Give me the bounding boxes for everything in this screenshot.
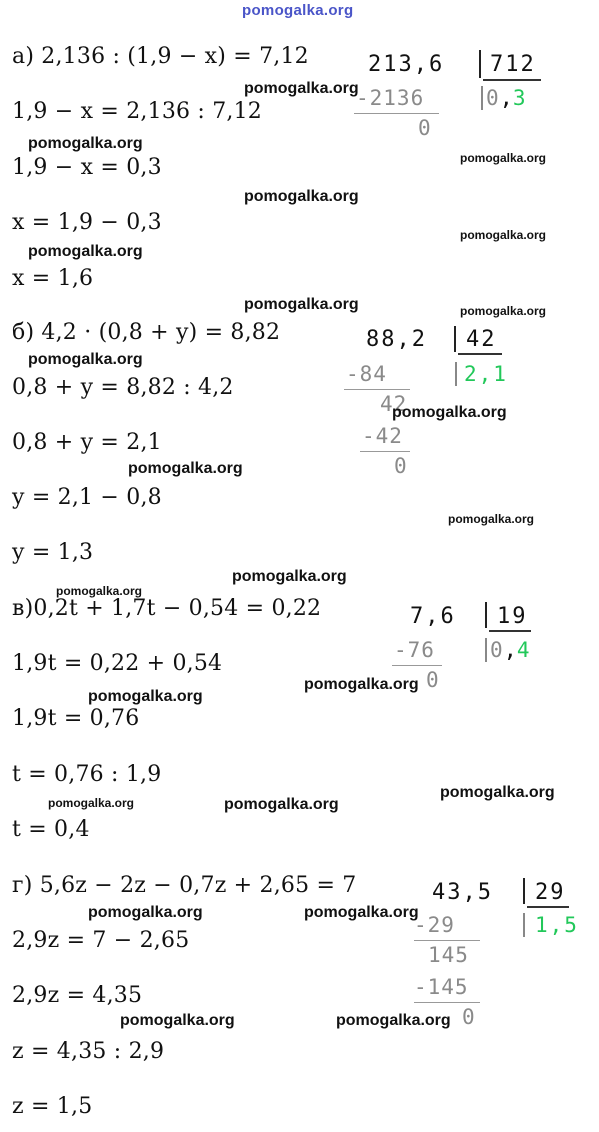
watermark: pomogalka.org (336, 1012, 451, 1029)
equation-line: г) 5,6z − 2z − 0,7z + 2,65 = 7 (12, 873, 357, 898)
divisor-underline (458, 353, 502, 355)
quotient: 1,5 (535, 913, 579, 937)
watermark: pomogalka.org (88, 904, 203, 921)
equation-line: 2,9z = 4,35 (12, 983, 143, 1008)
divisor-underline (527, 906, 569, 908)
watermark: pomogalka.org (28, 135, 143, 152)
equation-line: x = 1,6 (12, 266, 94, 291)
watermark: pomogalka.org (244, 80, 359, 97)
remainder: 145 (428, 943, 469, 967)
equation-line: 1,9t = 0,22 + 0,54 (12, 651, 223, 676)
equation-line: в)0,2t + 1,7t − 0,54 = 0,22 (12, 596, 322, 621)
watermark: pomogalka.org (128, 460, 243, 477)
subtraction-line (344, 389, 410, 390)
equation-line: z = 4,35 : 2,9 (12, 1039, 165, 1064)
subtrahend: -29 (414, 913, 455, 937)
watermark: pomogalka.org (224, 796, 339, 813)
equation-line: y = 1,3 (12, 540, 94, 565)
watermark: pomogalka.org (460, 304, 547, 318)
division-bar (485, 602, 487, 628)
divisor: 29 (535, 880, 566, 905)
remainder: 42 (380, 392, 408, 416)
quotient-comma: , (499, 86, 513, 111)
quotient-bar (481, 86, 483, 110)
equation-line: 1,9 − x = 2,136 : 7,12 (12, 99, 262, 124)
division-bar (454, 326, 456, 352)
equation-line: y = 2,1 − 0,8 (12, 485, 162, 510)
watermark: pomogalka.org (392, 404, 507, 421)
quotient-bar (455, 362, 457, 386)
equation-line: x = 1,9 − 0,3 (12, 210, 162, 235)
subtraction-line (414, 1002, 480, 1003)
divisor-underline (489, 630, 531, 632)
subtrahend: -42 (362, 424, 403, 448)
division-bar (479, 50, 481, 78)
dividend: 88,2 (366, 327, 427, 352)
equation-line: z = 1,5 (12, 1094, 93, 1119)
quotient: 2,1 (464, 362, 508, 386)
division-bar (523, 878, 525, 904)
equation-line: 0,8 + y = 2,1 (12, 430, 162, 455)
subtraction-line (392, 665, 442, 666)
watermark: pomogalka.org (88, 688, 203, 705)
watermark: pomogalka.org (120, 1012, 235, 1029)
remainder: 0 (462, 1005, 476, 1029)
equation-line: t = 0,76 : 1,9 (12, 762, 162, 787)
dividend: 213,6 (368, 52, 445, 77)
watermark: pomogalka.org (56, 584, 143, 598)
watermark: pomogalka.org (232, 568, 347, 585)
divisor: 19 (497, 604, 528, 629)
quotient-digit: 3 (512, 86, 528, 110)
watermark: pomogalka.org (304, 904, 419, 921)
quotient (486, 86, 528, 111)
subtrahend: -76 (394, 638, 435, 662)
watermark: pomogalka.org (28, 243, 143, 260)
equation-line: 1,9t = 0,76 (12, 706, 140, 731)
remainder: 0 (394, 454, 408, 478)
equation-line: а) 2,136 : (1,9 − x) = 7,12 (12, 44, 309, 69)
quotient-zero: 0 (490, 638, 504, 662)
watermark: pomogalka.org (460, 228, 547, 242)
quotient-zero: 0 (486, 86, 500, 110)
quotient-digit: 4 (516, 638, 532, 662)
quotient-bar (485, 638, 487, 662)
remainder: 0 (426, 668, 440, 692)
watermark: pomogalka.org (244, 296, 359, 313)
watermark: pomogalka.org (440, 784, 555, 801)
subtrahend: -145 (414, 975, 469, 999)
header-watermark: pomogalka.org (242, 2, 354, 19)
subtraction-line (414, 940, 480, 941)
dividend: 43,5 (432, 880, 493, 905)
equation-line: 0,8 + y = 8,82 : 4,2 (12, 375, 234, 400)
quotient-comma: , (503, 638, 517, 663)
watermark: pomogalka.org (448, 512, 535, 526)
subtrahend: -84 (346, 362, 387, 386)
subtraction-line (354, 113, 439, 114)
watermark: pomogalka.org (460, 151, 547, 165)
subtrahend: -2136 (356, 86, 425, 110)
divisor-underline (483, 79, 541, 81)
watermark: pomogalka.org (48, 796, 135, 810)
equation-line: 1,9 − x = 0,3 (12, 155, 162, 180)
quotient (490, 638, 532, 663)
subtraction-line (360, 451, 410, 452)
watermark: pomogalka.org (244, 188, 359, 205)
divisor: 42 (466, 327, 497, 352)
divisor: 712 (490, 52, 536, 77)
remainder: 0 (418, 116, 432, 140)
equation-line: t = 0,4 (12, 817, 90, 842)
equation-line: 2,9z = 7 − 2,65 (12, 928, 190, 953)
equation-line: б) 4,2 · (0,8 + y) = 8,82 (12, 320, 281, 345)
watermark: pomogalka.org (28, 351, 143, 368)
watermark: pomogalka.org (304, 676, 419, 693)
quotient-bar (523, 913, 525, 937)
dividend: 7,6 (410, 604, 456, 629)
